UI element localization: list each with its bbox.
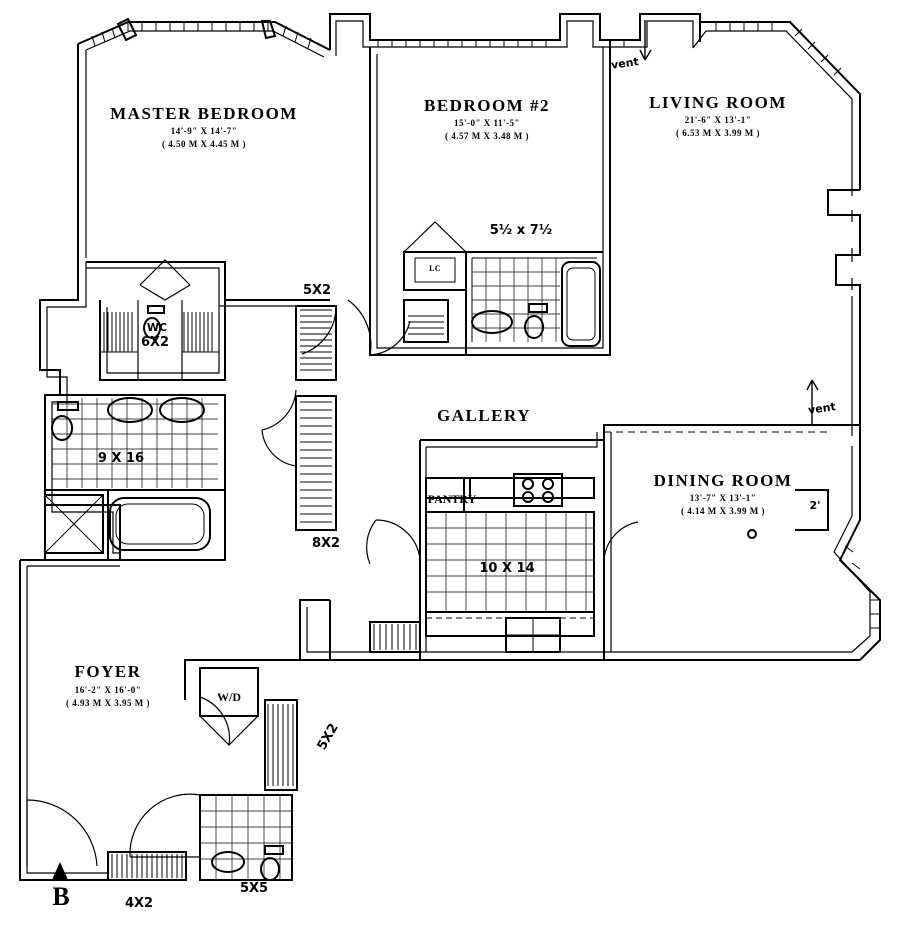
room-dim-bedroom-2: 15'-0" X 11'-5" bbox=[454, 118, 520, 128]
label-vent-dining-room: vent bbox=[807, 400, 837, 417]
room-dim-metric-foyer: ( 4.93 M X 3.95 M ) bbox=[66, 698, 150, 708]
label-vent-living-room: vent bbox=[610, 55, 640, 72]
room-label-dining-room: DINING ROOM bbox=[653, 471, 793, 490]
annotation-kitchen-10x14: 10 X 14 bbox=[479, 561, 535, 576]
annotation-powder-room-5x5: 5X5 bbox=[239, 881, 269, 896]
room-dim-master-bedroom: 14'-9" X 14'-7" bbox=[170, 126, 238, 136]
compass-letter: B bbox=[52, 882, 70, 911]
annotation-closet-4x2: 4X2 bbox=[124, 896, 154, 911]
room-dim-foyer: 16'-2" X 16'-0" bbox=[74, 685, 142, 695]
annotation-bath-5-5x7-5: 5½ x 7½ bbox=[489, 223, 553, 238]
room-label-master-bedroom: MASTER BEDROOM bbox=[110, 104, 298, 123]
room-dim-metric-living-room: ( 6.53 M X 3.99 M ) bbox=[676, 128, 760, 138]
label-pantry: PANTRY bbox=[427, 492, 477, 506]
room-dim-metric-bedroom-2: ( 4.57 M X 3.48 M ) bbox=[445, 131, 529, 141]
annotation-dimension-2ft: 2' bbox=[809, 499, 821, 512]
annotation-closet-5x2-lower: 5X2 bbox=[314, 721, 342, 753]
room-label-gallery: GALLERY bbox=[437, 406, 531, 425]
label-washer-dryer: W/D bbox=[217, 690, 241, 704]
annotation-wc-6x2: 6X2 bbox=[140, 335, 170, 350]
room-label-foyer: FOYER bbox=[74, 662, 142, 681]
room-label-living-room: LIVING ROOM bbox=[649, 93, 787, 112]
annotation-closet-5x2-upper: 5X2 bbox=[302, 283, 332, 298]
room-dim-living-room: 21'-6" X 13'-1" bbox=[684, 115, 752, 125]
room-label-bedroom-2: BEDROOM #2 bbox=[424, 96, 550, 115]
room-dim-metric-dining-room: ( 4.14 M X 3.99 M ) bbox=[681, 506, 765, 516]
annotation-master-bath-9x16: 9 X 16 bbox=[97, 451, 145, 466]
annotation-wc: WC bbox=[146, 321, 168, 334]
room-dim-dining-room: 13'-7" X 13'-1" bbox=[689, 493, 757, 503]
compass-arrow bbox=[52, 862, 68, 880]
room-dim-metric-master-bedroom: ( 4.50 M X 4.45 M ) bbox=[162, 139, 246, 149]
annotation-closet-8x2: 8X2 bbox=[311, 536, 341, 551]
label-linen-closet: LC bbox=[429, 264, 441, 273]
